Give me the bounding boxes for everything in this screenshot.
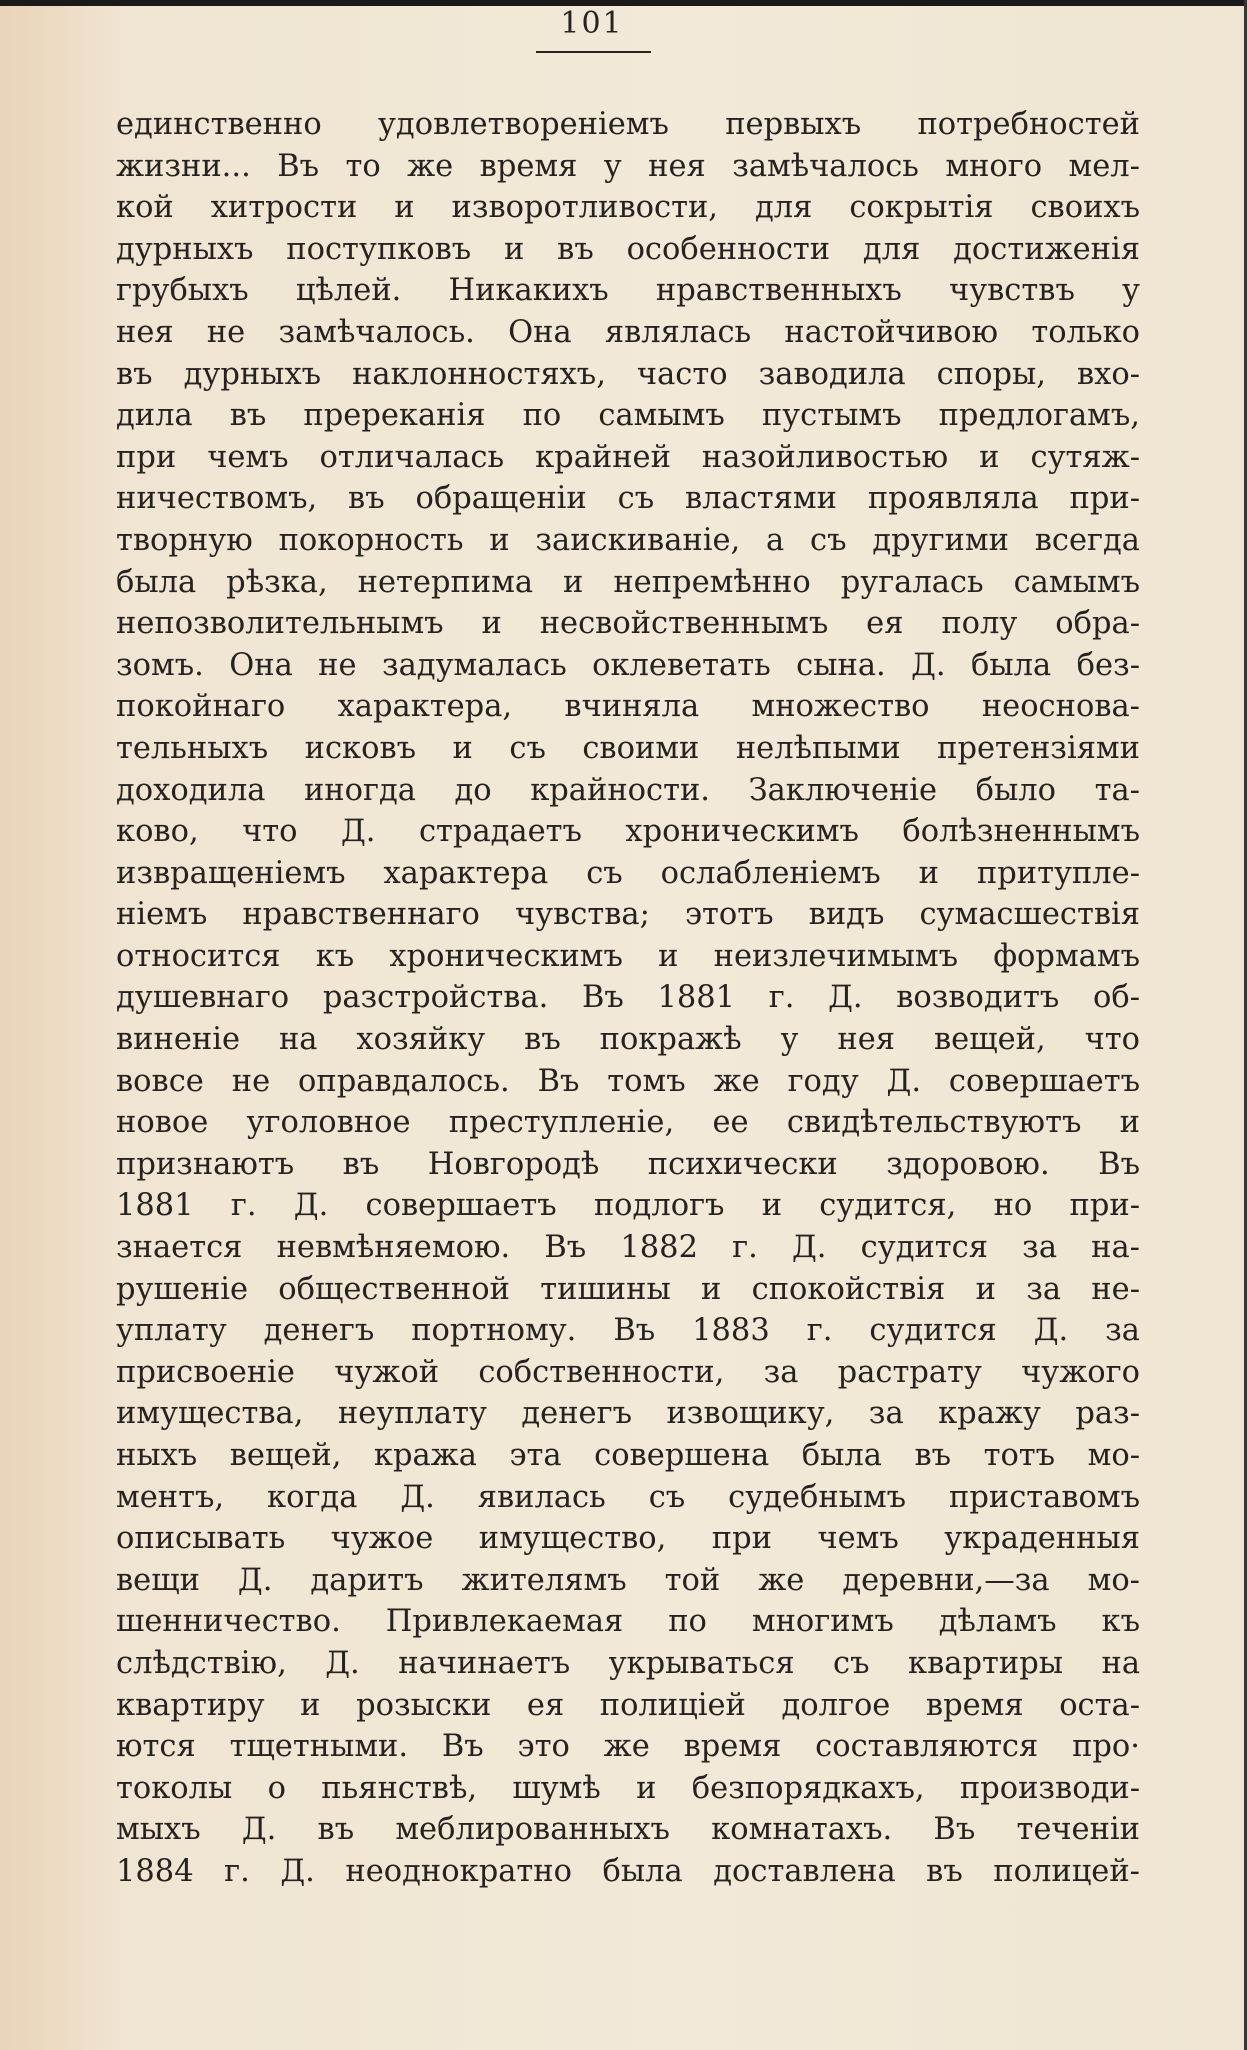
text-line: тельныхъ исковъ и съ своими нелѣпыми претензiями <box>116 730 1140 766</box>
text-line: зомъ. Она не задумалась оклеветать сына. Д. была без- <box>116 647 1140 683</box>
text-line: доходила иногда до крайности. Заключенiе было та- <box>116 772 1140 808</box>
text-line: новое уголовное преступленiе, ее свидѣтельствуютъ и <box>116 1105 1140 1141</box>
text-line: ментъ, когда Д. явилась съ судебнымъ приставомъ <box>116 1479 1140 1515</box>
text-line: вещи Д. даритъ жителямъ той же деревни,—за мо- <box>116 1562 1140 1598</box>
text-line: шенничество. Привлекаемая по многимъ дѣламъ къ <box>116 1604 1140 1640</box>
text-line: мыхъ Д. въ меблированныхъ комнатахъ. Въ теченiи <box>116 1812 1140 1848</box>
text-line: описывать чужое имущество, при чемъ украденныя <box>116 1521 1140 1557</box>
header-rule <box>536 51 651 53</box>
text-line: 1884 г. Д. неоднократно была доставлена въ полицей- <box>116 1853 1140 1889</box>
text-line: творную покорность и заискиванiе, а съ другими всегда <box>116 522 1140 558</box>
text-line: рушенiе общественной тишины и спокойствiя и за не- <box>116 1271 1140 1307</box>
text-line: при чемъ отличалась крайней назойливостью и сутяж- <box>116 439 1140 475</box>
text-line: ничествомъ, въ обращенiи съ властями проявляла при- <box>116 481 1140 517</box>
text-line: нiемъ нравственнаго чувства; этотъ видъ сумасшествiя <box>116 897 1140 933</box>
text-line: токолы о пьянствѣ, шумѣ и безпорядкахъ, производи- <box>116 1770 1140 1806</box>
page-number: 101 <box>560 6 624 41</box>
text-line: виненiе на хозяйку въ покражѣ у нея вещей, что <box>116 1022 1140 1058</box>
text-line: ются тщетными. Въ это же время составляются про· <box>116 1729 1140 1765</box>
text-line: дурныхъ поступковъ и въ особенности для достиженiя <box>116 231 1140 267</box>
text-line: ныхъ вещей, кража эта совершена была въ тотъ мо- <box>116 1438 1140 1473</box>
text-line: квартиру и розыски ея полицiей долгое время оста- <box>116 1687 1140 1723</box>
text-line: жизни... Въ то же время у нея замѣчалось много мел- <box>116 148 1140 184</box>
text-line: кой хитрости и изворотливости, для сокрытiя своихъ <box>116 190 1140 226</box>
text-line: имущества, неуплату денегъ извощику, за кражу раз- <box>116 1396 1140 1432</box>
text-line: присвоенiе чужой собственности, за растрату чужого <box>116 1354 1140 1390</box>
text-line: грубыхъ цѣлей. Никакихъ нравственныхъ чувствъ у <box>116 273 1140 309</box>
text-line: знается невмѣняемою. Въ 1882 г. Д. судится за на- <box>116 1230 1140 1266</box>
text-line: 1881 г. Д. совершаетъ подлогъ и судится, но при- <box>116 1188 1140 1224</box>
text-line: ково, что Д. страдаетъ хроническимъ болѣзненнымъ <box>116 814 1140 850</box>
text-line: извращенiемъ характера съ ослабленiемъ и притупле- <box>116 855 1140 891</box>
text-line: дила въ пререканiя по самымъ пустымъ предлогамъ, <box>116 398 1140 434</box>
text-line: нея не замѣчалось. Она являлась настойчивою только <box>116 314 1140 350</box>
text-line: единственно удовлетворенiемъ первыхъ потребностей <box>116 107 1140 142</box>
body-text <box>116 104 1140 1893</box>
text-line: была рѣзка, нетерпима и непремѣнно ругалась самымъ <box>116 564 1140 600</box>
text-line: слѣдствiю, Д. начинаетъ укрываться съ квартиры на <box>116 1645 1140 1681</box>
text-line: относится къ хроническимъ и неизлечимымъ формамъ <box>116 938 1140 974</box>
text-line: душевнаго разстройства. Въ 1881 г. Д. возводитъ об- <box>116 980 1140 1016</box>
text-line: уплату денегъ портному. Въ 1883 г. судится Д. за <box>116 1313 1140 1349</box>
text-line: признаютъ въ Новгородѣ психически здоровою. Въ <box>116 1146 1140 1182</box>
text-line: въ дурныхъ наклонностяхъ, часто заводила споры, вхо- <box>116 356 1140 392</box>
text-line: непозволительнымъ и несвойственнымъ ея полу обра- <box>116 606 1140 642</box>
text-line: вовсе не оправдалось. Въ томъ же году Д. совершаетъ <box>116 1063 1140 1099</box>
text-line: покойнаго характера, вчиняла множество неоснова- <box>116 689 1140 725</box>
